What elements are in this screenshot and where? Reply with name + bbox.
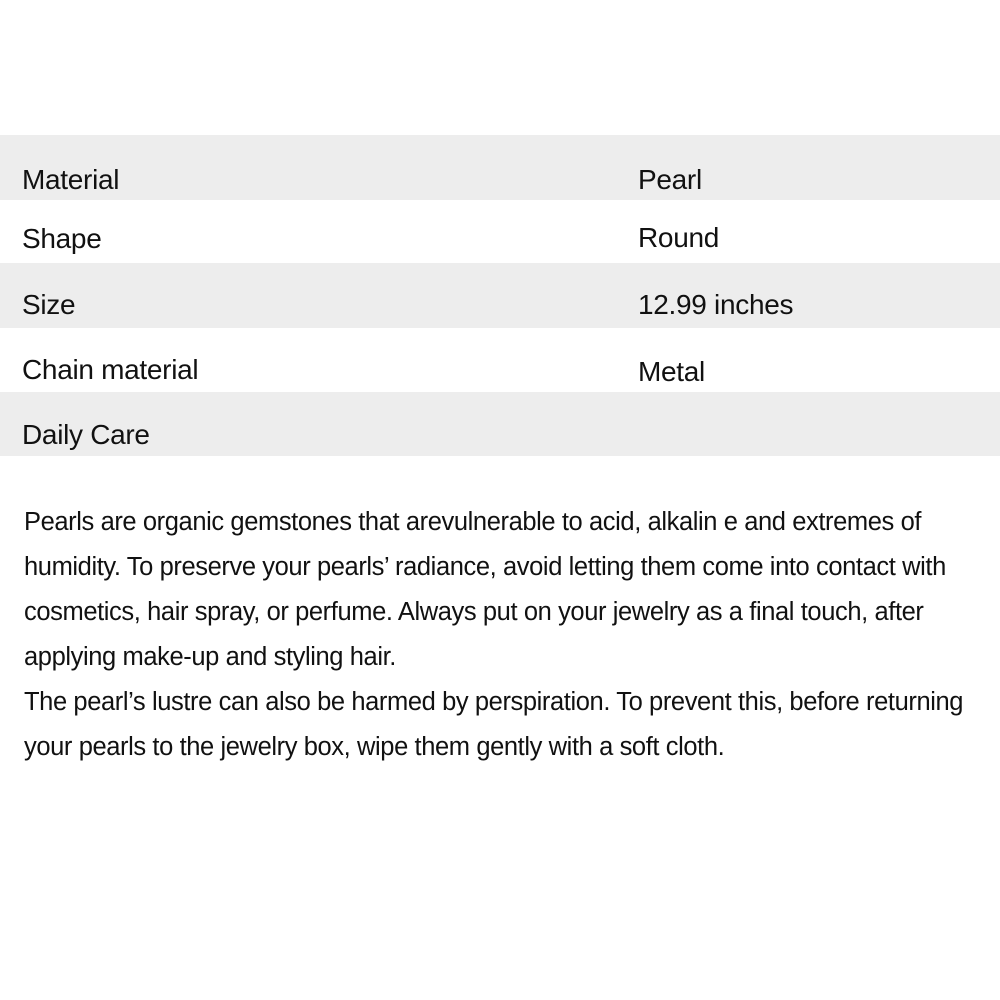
spec-value: Pearl [638,164,702,195]
care-instructions [24,500,984,770]
spec-label: Shape [22,223,102,254]
spec-value: Metal [638,356,705,387]
care-paragraph: The pearl’s lustre can also be harmed by perspiration. To prevent this, before returning your pearls to the jewelry box, wipe them gently with a soft cloth. [24,688,964,761]
spec-value: Round [638,222,720,253]
spec-row-shape [0,200,1000,263]
spec-table [0,135,1000,456]
spec-row-daily-care [0,392,1000,456]
spec-row-chain-material [0,328,1000,392]
spec-label: Size [22,289,76,320]
spec-row-size [0,263,1000,328]
spec-label: Material [22,164,120,195]
care-paragraph: Pearls are organic gemstones that arevulnerable to acid, alkalin e and extremes of humidity. To preserve your pearls’ radiance, avoid letting them come into contact with cosmetics, hair spray, or perfume. Always put on your jewelry as a final touch, after applying make-up and styling hair. [24,508,946,671]
spec-label: Daily Care [22,419,150,450]
spec-label: Chain material [22,354,199,385]
spec-row-material [0,135,1000,200]
spec-value: 12.99 inches [638,289,794,320]
